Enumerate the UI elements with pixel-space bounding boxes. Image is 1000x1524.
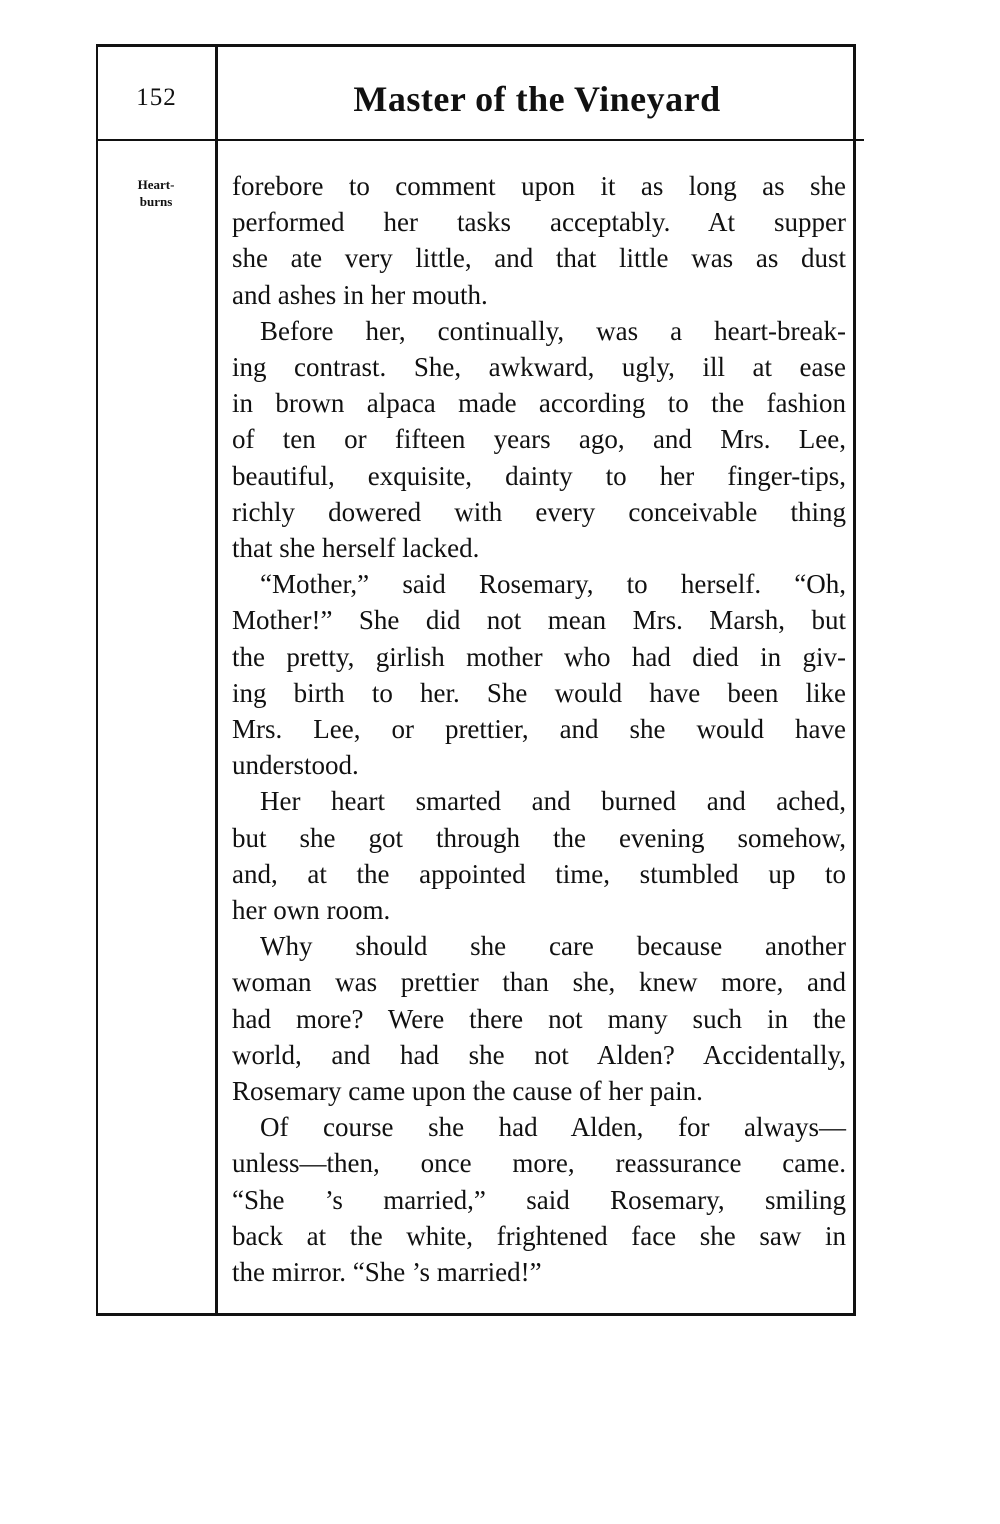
text-line: unless—then, once more, reassurance came. [232, 1148, 846, 1179]
text-line: that she herself lacked. [232, 533, 480, 564]
text-line: beautiful, exquisite, dainty to her finger-tips, [232, 460, 846, 491]
margin-note [100, 176, 212, 210]
text-line: woman was prettier than she, knew more, and [232, 967, 846, 998]
margin-note-line-2: burns [139, 194, 173, 209]
text-line: Of course she had Alden, for always— [260, 1112, 846, 1143]
text-line: and, at the appointed time, stumbled up to [232, 858, 846, 889]
text-line: and ashes in her mouth. [232, 279, 488, 310]
text-line: Why should she care because another [260, 931, 846, 962]
text-line: but she got through the evening somehow, [232, 822, 846, 853]
text-line: Before her, continually, was a heart-break- [260, 315, 846, 346]
header-rule [98, 139, 864, 141]
text-line: she ate very little, and that little was as dust [232, 243, 846, 274]
text-line: richly dowered with every conceivable thing [232, 496, 846, 527]
text-line: “Mother,” said Rosemary, to herself. “Oh, [260, 569, 846, 600]
text-line: her own room. [232, 895, 391, 926]
running-title: Master of the Vineyard [353, 79, 721, 119]
text-line: had more? Were there not many such in the [232, 1003, 846, 1034]
text-line: Mrs. Lee, or prettier, and she would have [232, 714, 846, 745]
text-line: Her heart smarted and burned and ached, [260, 786, 846, 817]
text-line: back at the white, frightened face she saw in [232, 1220, 846, 1251]
text-line: understood. [232, 750, 359, 781]
text-line: forebore to comment upon it as long as she [232, 171, 846, 201]
text-line: Rosemary came upon the cause of her pain. [232, 1076, 703, 1107]
page-number: 152 [136, 84, 177, 111]
body-text [232, 168, 846, 1290]
text-line: the mirror. “She ’s married!” [232, 1257, 542, 1288]
text-line: the pretty, girlish mother who had died in giv- [232, 641, 846, 672]
text-line: in brown alpaca made according to the fashion [232, 388, 846, 419]
text-line: “She ’s married,” said Rosemary, smiling [232, 1184, 846, 1215]
text-line: of ten or fifteen years ago, and Mrs. Lee, [232, 424, 846, 455]
gutter-rule [215, 46, 218, 1314]
text-line: world, and had she not Alden? Accidentally, [232, 1039, 846, 1070]
text-line: Mother!” She did not mean Mrs. Marsh, but [232, 605, 846, 636]
margin-note-line-1: Heart- [137, 177, 175, 192]
text-line: ing birth to her. She would have been like [232, 677, 846, 708]
text-line: performed her tasks acceptably. At supper [232, 207, 846, 238]
text-line: ing contrast. She, awkward, ugly, ill at ease [232, 352, 846, 383]
